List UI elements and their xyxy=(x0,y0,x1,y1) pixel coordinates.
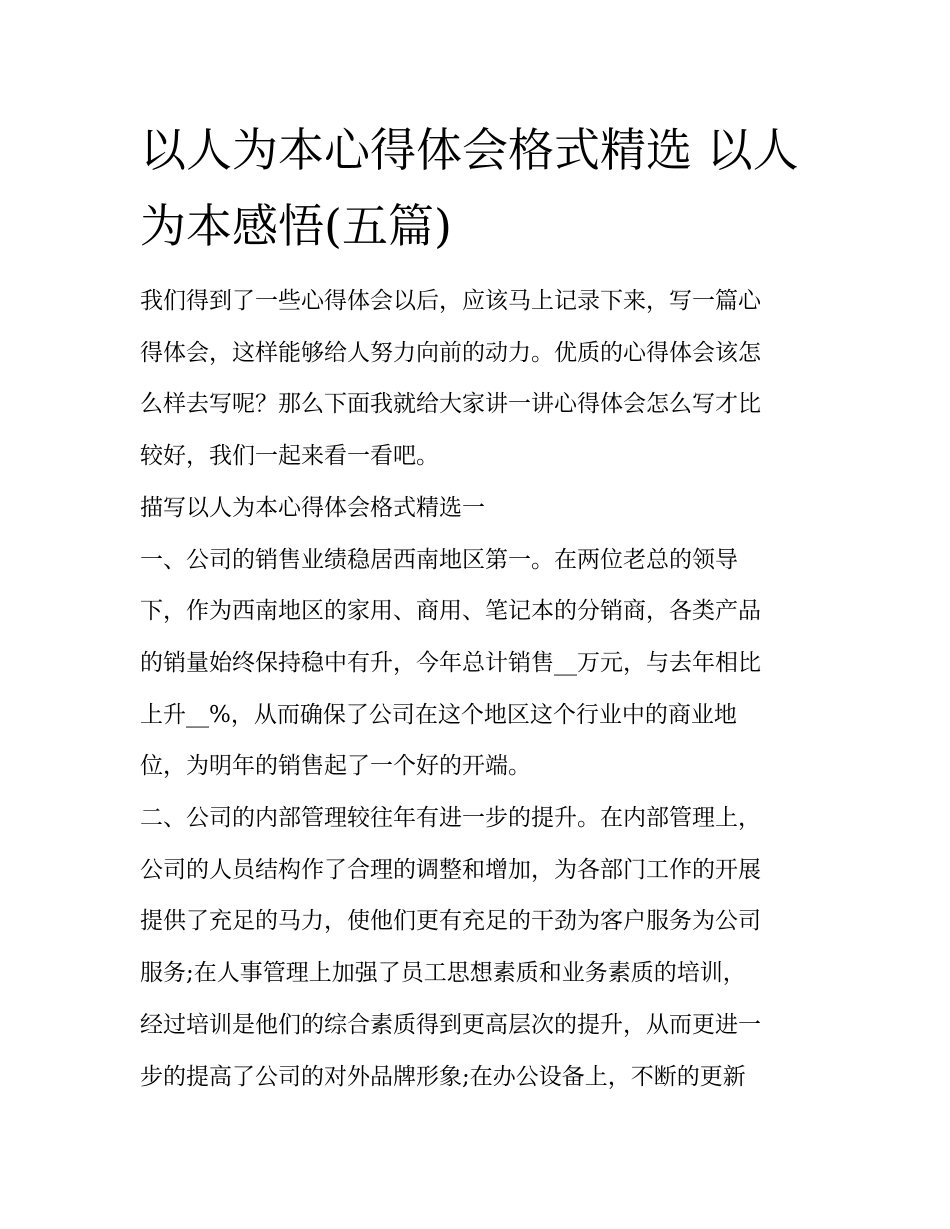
text-line: 得体会，这样能够给人努力向前的动力。优质的心得体会该怎 xyxy=(140,339,761,366)
text-line: 的销量始终保持稳中有升，今年总计销售__万元，与去年相比 xyxy=(140,649,761,676)
text-line: 较好，我们一起来看一看吧。 xyxy=(140,443,439,470)
text-line: 二、公司的内部管理较往年有进一步的提升。在内部管理上， xyxy=(140,805,761,832)
document-title: 以人为本心得体会格式精选 以人为本感悟(五篇) xyxy=(140,123,799,253)
text-line: 下，作为西南地区的家用、商用、笔记本的分销商，各类产品 xyxy=(140,598,761,625)
text-line: 经过培训是他们的综合素质得到更高层次的提升，从而更进一 xyxy=(140,1011,761,1038)
text-line: 公司的人员结构作了合理的调整和增加，为各部门工作的开展 xyxy=(140,856,761,883)
text-line: 步的提高了公司的对外品牌形象;在办公设备上，不断的更新 xyxy=(140,1063,746,1090)
document-body xyxy=(140,276,818,1103)
text-line: 位，为明年的销售起了一个好的开端。 xyxy=(140,753,531,780)
text-line: 服务;在人事管理上加强了员工思想素质和业务素质的培训， xyxy=(140,960,746,987)
text-line: 么样去写呢？那么下面我就给大家讲一讲心得体会怎么写才比 xyxy=(140,391,761,418)
text-line: 提供了充足的马力，使他们更有充足的干劲为客户服务为公司 xyxy=(140,908,761,935)
section-heading: 描写以人为本心得体会格式精选一 xyxy=(140,494,485,521)
text-line: 我们得到了一些心得体会以后，应该马上记录下来，写一篇心 xyxy=(140,288,761,314)
text-line: 一、公司的销售业绩稳居西南地区第一。在两位老总的领导 xyxy=(140,546,738,573)
document-content xyxy=(140,112,818,1103)
text-line: 上升__%，从而确保了公司在这个地区这个行业中的商业地 xyxy=(140,701,737,728)
